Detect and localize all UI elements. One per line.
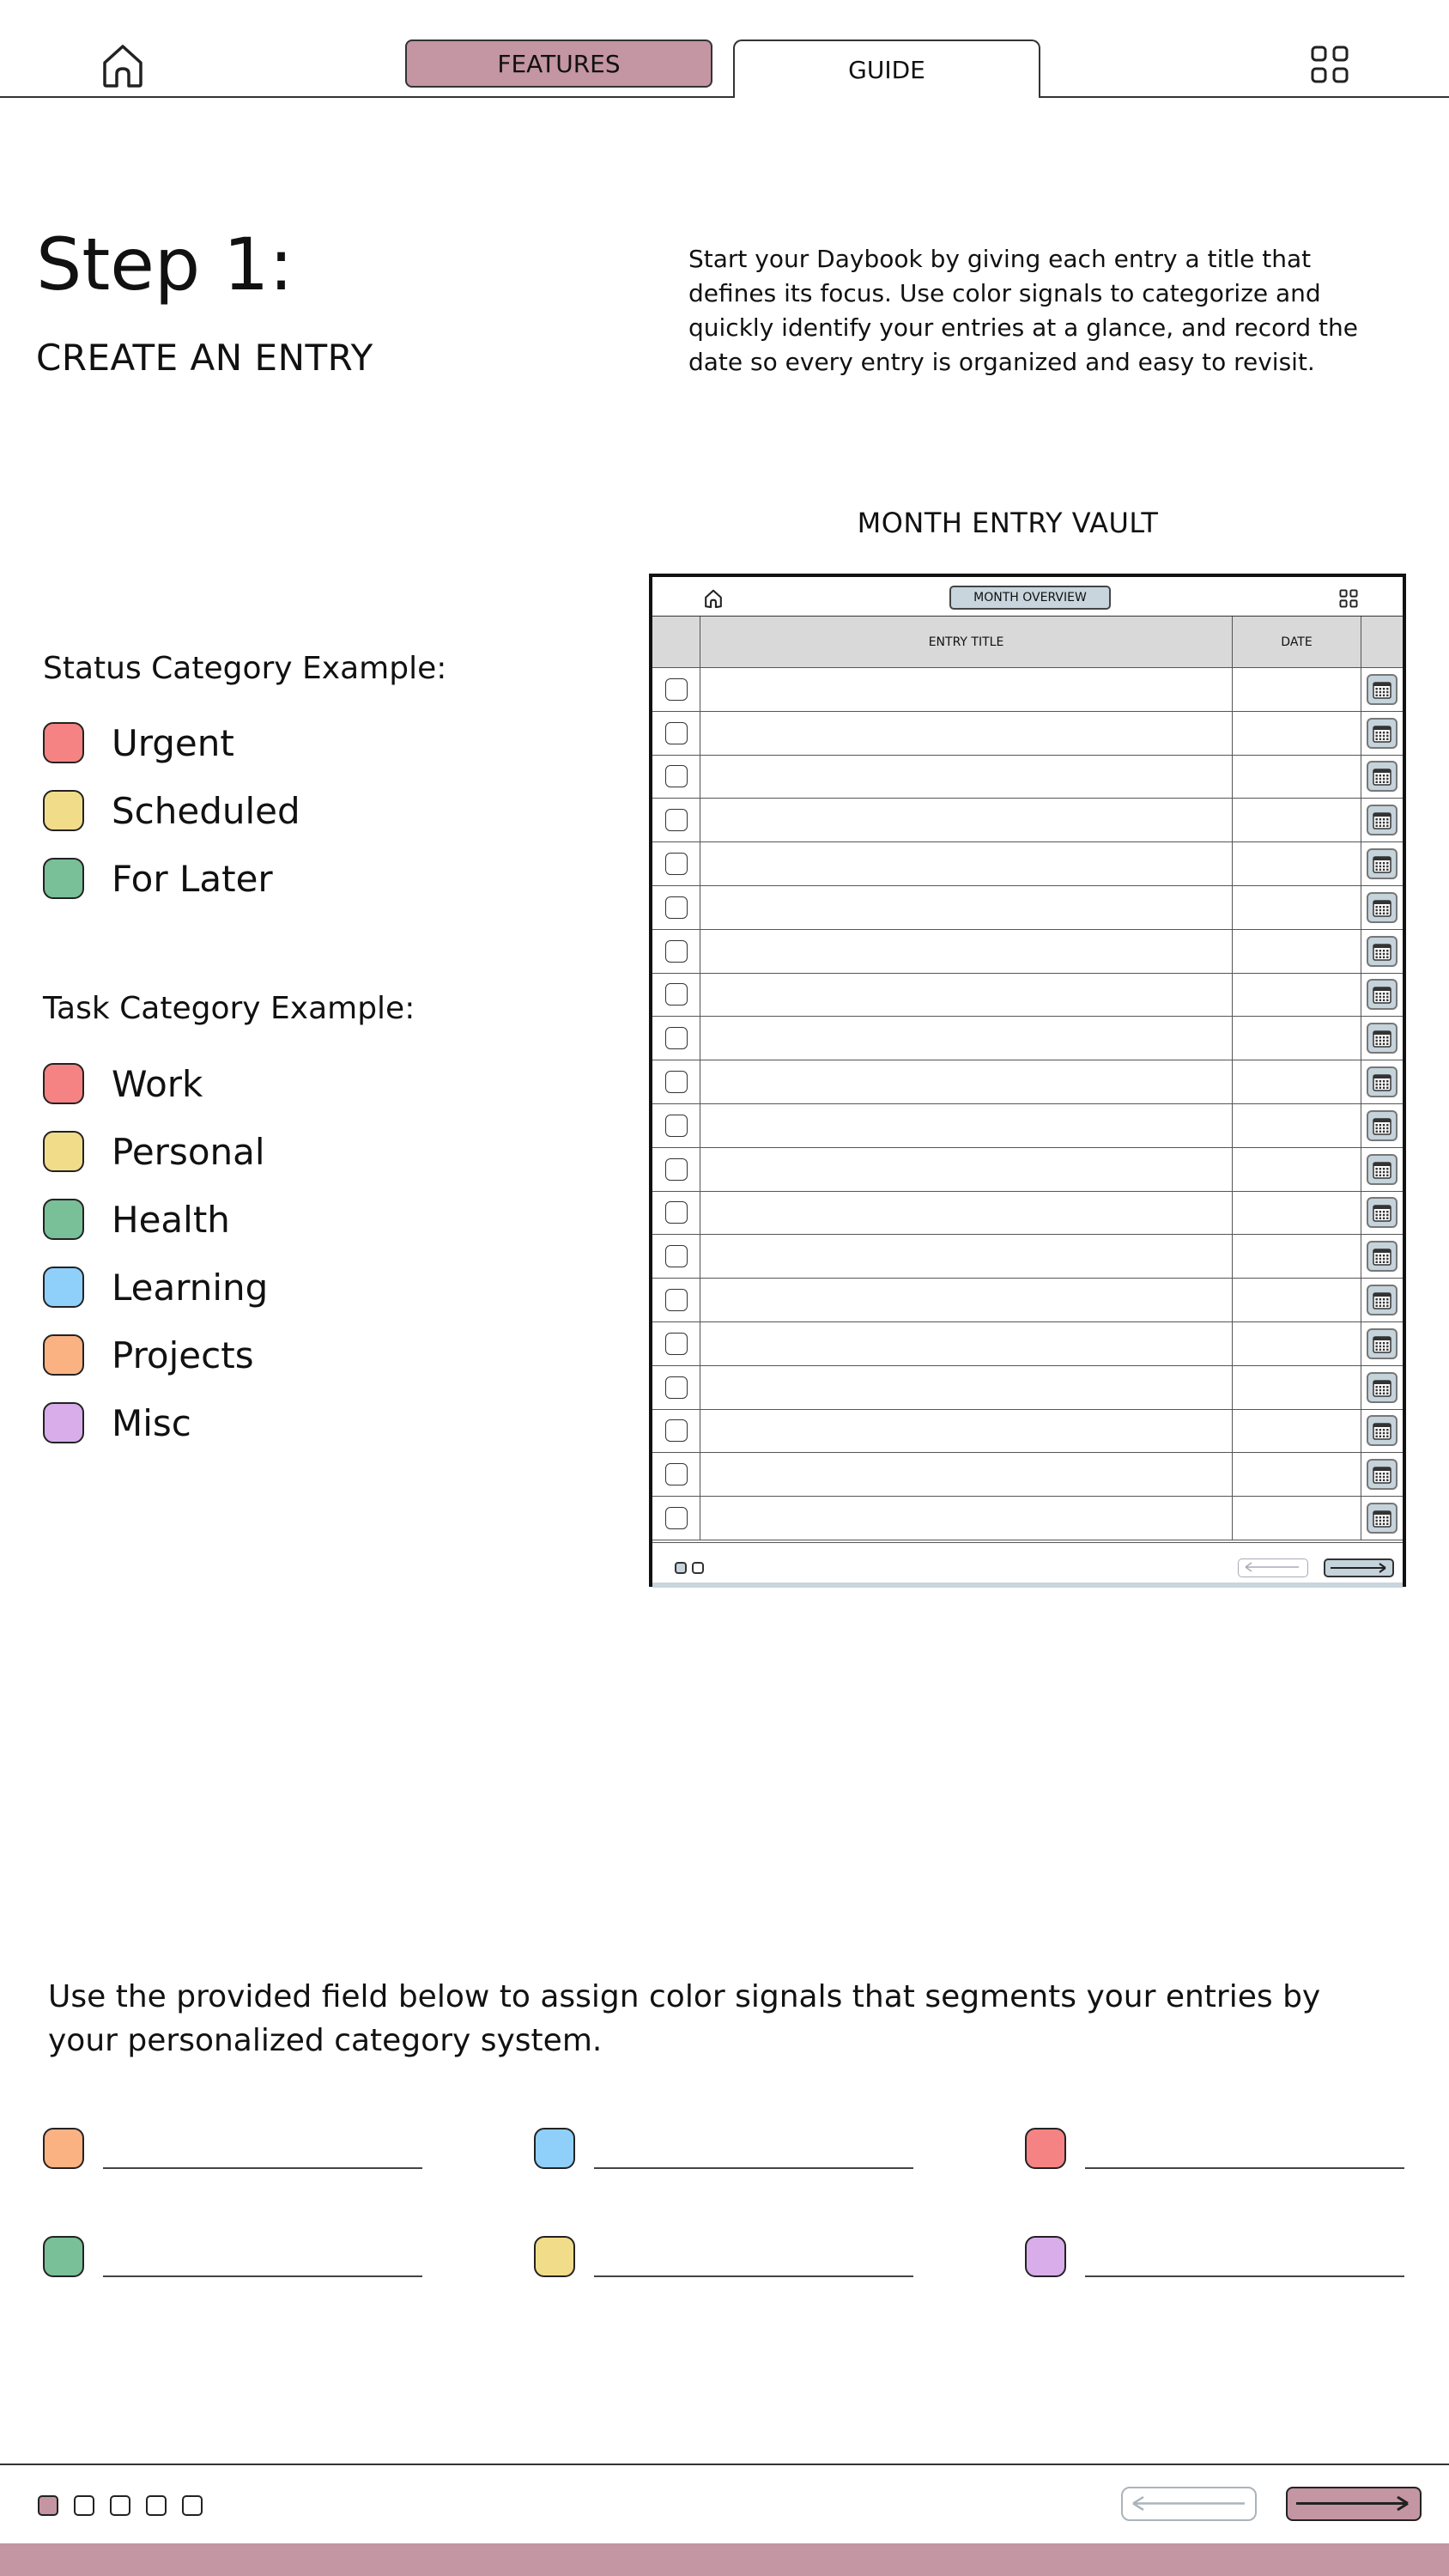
row-check-cell (652, 1322, 700, 1365)
entry-title-cell (700, 799, 1233, 841)
vault-page-dot (692, 1562, 704, 1574)
entry-title-cell (700, 1060, 1233, 1103)
row-check-cell (652, 1235, 700, 1278)
entry-title-cell (700, 1453, 1233, 1496)
entry-title-cell (700, 1235, 1233, 1278)
vault-title: MONTH ENTRY VAULT (857, 507, 1159, 539)
page-dot[interactable] (110, 2495, 130, 2516)
category-label: Learning (112, 1266, 269, 1309)
table-row (652, 756, 1403, 799)
entry-title-cell (700, 886, 1233, 929)
page-dot[interactable] (74, 2495, 94, 2516)
row-check-cell (652, 1453, 700, 1496)
top-navigation (0, 0, 1449, 100)
row-check-cell (652, 842, 700, 885)
entry-title-cell (700, 1410, 1233, 1453)
category-label: Personal (112, 1130, 265, 1173)
row-cal-cell (1361, 1192, 1403, 1235)
home-icon[interactable] (96, 41, 149, 89)
tab-features[interactable] (405, 39, 712, 88)
page-dot[interactable] (146, 2495, 167, 2516)
vault-page-dot (675, 1562, 687, 1574)
table-row (652, 1148, 1403, 1192)
entry-title-cell (700, 842, 1233, 885)
color-swatch (43, 2128, 84, 2169)
category-item (43, 1401, 191, 1444)
entry-title-cell (700, 1497, 1233, 1540)
row-cal-cell (1361, 756, 1403, 799)
calendar-icon (1367, 1066, 1397, 1097)
color-swatch (43, 1131, 84, 1172)
row-checkbox (665, 1507, 688, 1529)
table-row (652, 1366, 1403, 1410)
row-check-cell (652, 1192, 700, 1235)
table-row (652, 1104, 1403, 1148)
category-label: Projects (112, 1334, 254, 1376)
color-swatch (534, 2236, 575, 2277)
color-swatch (43, 722, 84, 763)
calendar-icon (1367, 805, 1397, 835)
calendar-icon (1367, 1285, 1397, 1315)
row-cal-cell (1361, 1453, 1403, 1496)
table-row (652, 1410, 1403, 1454)
row-checkbox (665, 809, 688, 831)
task-category-heading: Task Category Example: (43, 991, 415, 1026)
color-swatch (534, 2128, 575, 2169)
assign-field[interactable] (43, 2124, 446, 2172)
date-cell (1233, 886, 1361, 929)
row-cal-cell (1361, 1104, 1403, 1147)
row-checkbox (665, 1419, 688, 1442)
bottom-divider (0, 2464, 1449, 2465)
category-item (43, 1062, 203, 1105)
row-cal-cell (1361, 1060, 1403, 1103)
vault-home-icon (702, 587, 724, 610)
page-subtitle: CREATE AN ENTRY (36, 337, 373, 379)
date-cell (1233, 930, 1361, 973)
vault-next-arrow (1324, 1558, 1394, 1577)
vault-preview (649, 574, 1406, 1587)
date-cell (1233, 1235, 1361, 1278)
vault-footer (652, 1542, 1403, 1583)
status-category-heading: Status Category Example: (43, 651, 447, 686)
category-item (43, 721, 234, 764)
entry-title-cell (700, 1366, 1233, 1409)
row-check-cell (652, 1148, 700, 1191)
tab-features-label: FEATURES (497, 49, 621, 78)
step-description: Start your Daybook by giving each entry a title that defines its focus. Use color signals to categorize and quickly identify your entries at a glance, and record the date so every entry is organized and easy to revisit. (688, 245, 1358, 376)
row-cal-cell (1361, 1148, 1403, 1191)
table-row (652, 712, 1403, 756)
row-checkbox (665, 678, 688, 701)
row-cal-cell (1361, 930, 1403, 973)
row-cal-cell (1361, 886, 1403, 929)
row-check-cell (652, 668, 700, 711)
page-dot[interactable] (38, 2495, 58, 2516)
assign-field[interactable] (1025, 2124, 1428, 2172)
calendar-icon (1367, 1459, 1397, 1490)
date-cell (1233, 1148, 1361, 1191)
row-cal-cell (1361, 1017, 1403, 1060)
date-cell (1233, 1322, 1361, 1365)
table-row (652, 1322, 1403, 1366)
category-item (43, 789, 300, 832)
nav-divider (0, 96, 1449, 98)
date-cell (1233, 799, 1361, 841)
row-checkbox (665, 1463, 688, 1485)
date-cell (1233, 1497, 1361, 1540)
row-check-cell (652, 756, 700, 799)
date-cell (1233, 974, 1361, 1017)
category-input-line[interactable] (594, 2275, 913, 2277)
assign-field[interactable] (534, 2233, 937, 2281)
entry-title-cell (700, 974, 1233, 1017)
row-check-cell (652, 1497, 700, 1540)
row-check-cell (652, 1017, 700, 1060)
entry-title-cell (700, 1017, 1233, 1060)
row-checkbox (665, 1115, 688, 1137)
calendar-icon (1367, 1197, 1397, 1228)
category-input-line[interactable] (594, 2167, 913, 2169)
calendar-icon (1367, 1110, 1397, 1141)
entry-title-cell (700, 712, 1233, 755)
category-label: Scheduled (112, 789, 300, 832)
assign-field[interactable] (43, 2233, 446, 2281)
row-cal-cell (1361, 1235, 1403, 1278)
table-row (652, 842, 1403, 886)
vault-table (652, 617, 1403, 1540)
table-row (652, 886, 1403, 930)
row-cal-cell (1361, 1410, 1403, 1453)
table-row (652, 1235, 1403, 1279)
table-row (652, 1060, 1403, 1104)
category-item (43, 1130, 265, 1173)
category-input-line[interactable] (103, 2275, 422, 2277)
row-cal-cell (1361, 842, 1403, 885)
vault-table-header (652, 617, 1403, 668)
table-row (652, 1497, 1403, 1540)
vault-grid-icon (1339, 589, 1358, 608)
calendar-icon (1367, 718, 1397, 749)
date-cell (1233, 1104, 1361, 1147)
row-checkbox (665, 1201, 688, 1224)
date-cell (1233, 1017, 1361, 1060)
assign-instructions: Use the provided field below to assign color signals that segments your entries by your personalized category system. (48, 1979, 1321, 2058)
row-check-cell (652, 1410, 700, 1453)
row-checkbox (665, 1245, 688, 1267)
table-row (652, 974, 1403, 1018)
row-checkbox (665, 1333, 688, 1355)
page-dot[interactable] (182, 2495, 203, 2516)
calendar-icon (1367, 1415, 1397, 1446)
table-row (652, 930, 1403, 974)
row-checkbox (665, 1289, 688, 1311)
row-check-cell (652, 799, 700, 841)
entry-title-cell (700, 1322, 1233, 1365)
calendar-icon (1367, 892, 1397, 923)
assign-field[interactable] (534, 2124, 937, 2172)
date-cell (1233, 756, 1361, 799)
calendar-icon (1367, 1503, 1397, 1534)
entry-title-cell (700, 1104, 1233, 1147)
row-checkbox (665, 1158, 688, 1181)
assign-field[interactable] (1025, 2233, 1428, 2281)
row-cal-cell (1361, 1366, 1403, 1409)
entry-title-cell (700, 668, 1233, 711)
color-swatch (1025, 2128, 1066, 2169)
row-cal-cell (1361, 1322, 1403, 1365)
color-swatch (43, 1334, 84, 1376)
color-swatch (43, 1267, 84, 1308)
row-checkbox (665, 940, 688, 963)
vault-prev-arrow (1238, 1558, 1308, 1577)
row-checkbox (665, 722, 688, 744)
row-check-cell (652, 1060, 700, 1103)
row-cal-cell (1361, 1279, 1403, 1321)
table-row (652, 799, 1403, 842)
date-cell (1233, 1279, 1361, 1321)
date-header: DATE (1233, 617, 1361, 667)
category-label: For Later (112, 857, 273, 900)
calendar-icon (1367, 674, 1397, 705)
category-label: Work (112, 1062, 203, 1105)
row-cal-cell (1361, 712, 1403, 755)
row-check-cell (652, 974, 700, 1017)
header-cal-cell (1361, 617, 1403, 667)
row-cal-cell (1361, 668, 1403, 711)
category-item (43, 1198, 230, 1241)
calendar-icon (1367, 1241, 1397, 1272)
category-label: Misc (112, 1401, 191, 1444)
row-cal-cell (1361, 974, 1403, 1017)
color-swatch (43, 790, 84, 831)
entry-title-cell (700, 1192, 1233, 1235)
page-title: Step 1: (36, 222, 294, 307)
color-swatch (43, 2236, 84, 2277)
category-item (43, 857, 273, 900)
next-page-button[interactable] (1286, 2487, 1422, 2521)
row-checkbox (665, 983, 688, 1005)
table-row (652, 1453, 1403, 1497)
row-cal-cell (1361, 1497, 1403, 1540)
category-label: Urgent (112, 721, 234, 764)
tab-guide-label: GUIDE (848, 55, 925, 84)
category-input-line[interactable] (1085, 2275, 1404, 2277)
entry-title-cell (700, 756, 1233, 799)
vault-bottom-strip (652, 1583, 1403, 1588)
row-checkbox (665, 853, 688, 875)
prev-page-button[interactable] (1121, 2487, 1257, 2521)
row-check-cell (652, 712, 700, 755)
category-label: Health (112, 1198, 230, 1241)
row-check-cell (652, 1279, 700, 1321)
calendar-icon (1367, 848, 1397, 879)
table-row (652, 668, 1403, 712)
row-checkbox (665, 1027, 688, 1049)
color-swatch (1025, 2236, 1066, 2277)
calendar-icon (1367, 1328, 1397, 1359)
month-overview-label: MONTH OVERVIEW (973, 591, 1087, 605)
date-cell (1233, 1366, 1361, 1409)
calendar-icon (1367, 979, 1397, 1010)
row-checkbox (665, 1071, 688, 1093)
date-cell (1233, 1060, 1361, 1103)
table-row (652, 1279, 1403, 1322)
row-check-cell (652, 930, 700, 973)
category-item (43, 1334, 254, 1376)
tab-guide[interactable] (733, 39, 1040, 98)
table-row (652, 1017, 1403, 1060)
date-cell (1233, 712, 1361, 755)
vault-topbar (652, 577, 1403, 617)
row-check-cell (652, 1366, 700, 1409)
calendar-icon (1367, 1023, 1397, 1054)
date-cell (1233, 668, 1361, 711)
row-cal-cell (1361, 799, 1403, 841)
row-check-cell (652, 886, 700, 929)
row-checkbox (665, 896, 688, 919)
row-check-cell (652, 1104, 700, 1147)
row-checkbox (665, 765, 688, 787)
color-swatch (43, 858, 84, 899)
header-check-cell (652, 617, 700, 667)
calendar-icon (1367, 936, 1397, 967)
entry-title-header: ENTRY TITLE (700, 617, 1233, 667)
month-overview-chip (949, 586, 1111, 610)
color-swatch (43, 1199, 84, 1240)
entry-title-cell (700, 1148, 1233, 1191)
category-input-line[interactable] (103, 2167, 422, 2169)
bottom-accent-bar (0, 2543, 1449, 2576)
color-swatch (43, 1063, 84, 1104)
date-cell (1233, 1453, 1361, 1496)
date-cell (1233, 842, 1361, 885)
calendar-icon (1367, 1372, 1397, 1403)
row-checkbox (665, 1376, 688, 1399)
calendar-icon (1367, 761, 1397, 792)
category-input-line[interactable] (1085, 2167, 1404, 2169)
color-swatch (43, 1402, 84, 1443)
table-row (652, 1192, 1403, 1236)
date-cell (1233, 1192, 1361, 1235)
category-item (43, 1266, 268, 1309)
calendar-icon (1367, 1154, 1397, 1185)
entry-title-cell (700, 930, 1233, 973)
date-cell (1233, 1410, 1361, 1453)
entry-title-cell (700, 1279, 1233, 1321)
grid-menu-icon[interactable] (1310, 45, 1349, 84)
